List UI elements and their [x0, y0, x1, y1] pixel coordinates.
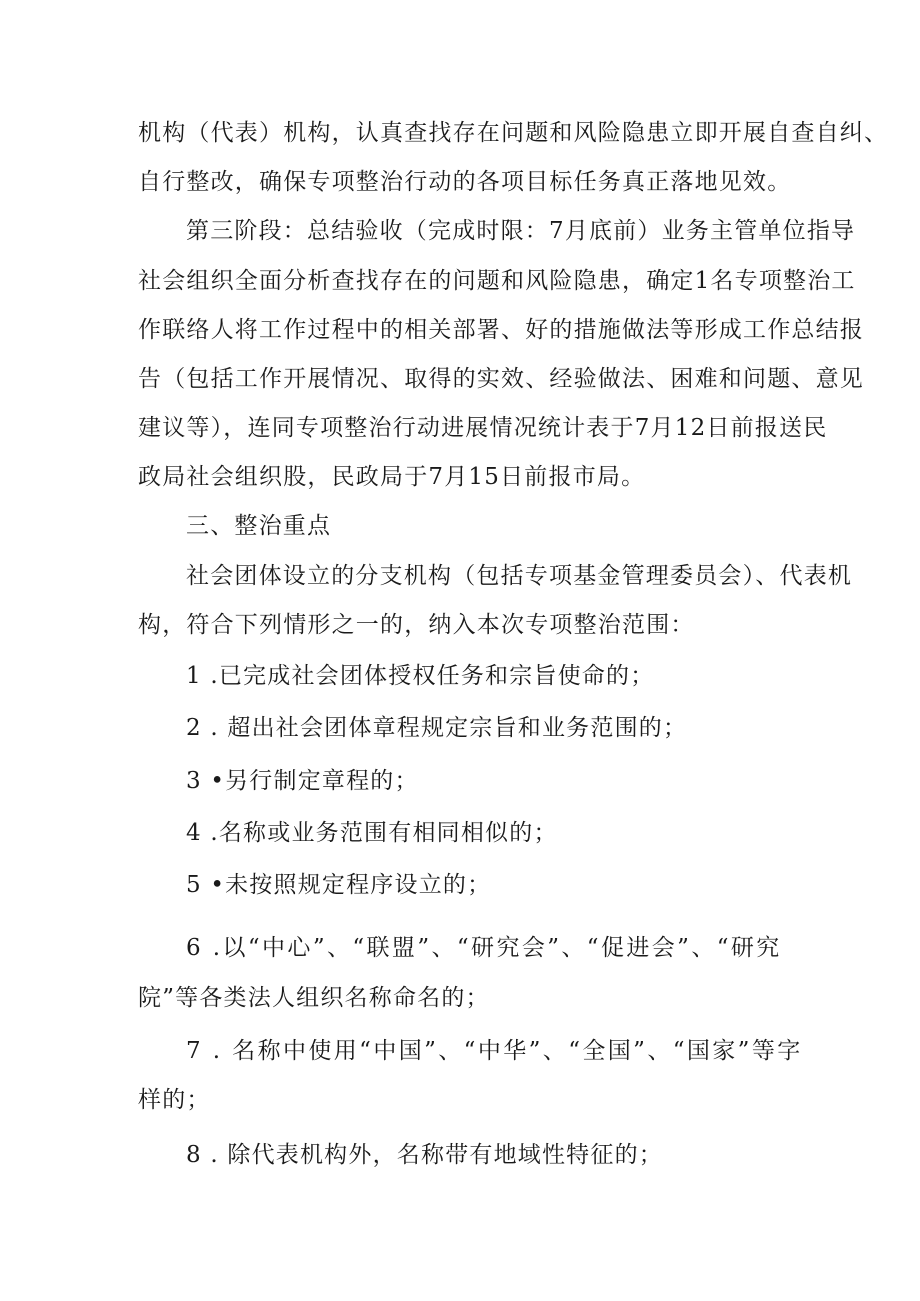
paragraph-line: 建议等），连同专项整治行动进展情况统计表于7月12日前报送民 [138, 415, 828, 441]
list-item: 4 .名称或业务范围有相同相似的； [186, 820, 558, 846]
paragraph-line: 社会组织全面分析查找存在的问题和风险隐患，确定1名专项整治工 [138, 268, 856, 294]
list-item: 1 .已完成社会团体授权任务和宗旨使命的； [186, 663, 655, 689]
paragraph-line: 作联络人将工作过程中的相关部署、好的措施做法等形成工作总结报 [138, 317, 864, 343]
list-item: 3 •另行制定章程的； [186, 768, 419, 794]
list-item-continuation: 院”等各类法人组织名称命名的； [138, 985, 490, 1011]
section-heading: 三、整治重点 [186, 513, 332, 539]
paragraph-line: 社会团体设立的分支机构（包括专项基金管理委员会）、代表机 [186, 563, 853, 589]
paragraph-line: 构，符合下列情形之一的，纳入本次专项整治范围： [138, 612, 695, 638]
list-item: 5 •未按照规定程序设立的； [186, 872, 492, 898]
paragraph-line: 机构（代表）机构，认真查找存在问题和风险隐患立即开展自查自纠、 [138, 120, 889, 146]
list-item: 2 . 超出社会团体章程规定宗旨和业务范围的； [186, 715, 688, 741]
paragraph-line: 告（包括工作开展情况、取得的实效、经验做法、困难和问题、意见 [138, 366, 864, 392]
paragraph-line: 第三阶段：总结验收（完成时限：7月底前）业务主管单位指导 [186, 218, 856, 244]
list-item: 6 .以“中心”、“联盟”、“研究会”、“促进会”、“研究 [186, 935, 782, 961]
list-item: 7 . 名称中使用“中国”、“中华”、“全国”、“国家”等字 [186, 1038, 803, 1064]
list-item: 8 . 除代表机构外，名称带有地域性特征的； [186, 1142, 663, 1168]
paragraph-line: 自行整改，确保专项整治行动的各项目标任务真正落地见效。 [138, 169, 792, 195]
list-item-continuation: 样的； [138, 1087, 211, 1113]
paragraph-line: 政局社会组织股，民政局于7月15日前报市局。 [138, 464, 646, 490]
